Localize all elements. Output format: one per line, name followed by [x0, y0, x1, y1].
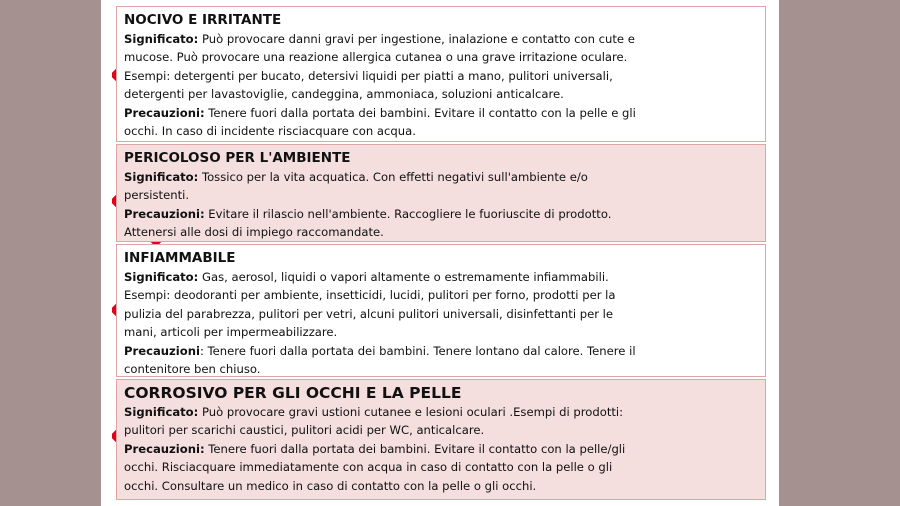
row-line: Significato: Gas, aerosol, liquidi o vapori altamente o estremamente infiammabili. — [124, 270, 609, 284]
row-line: Significato: Può provocare gravi ustioni cutanee e lesioni oculari .Esempi di prodotti: — [124, 405, 624, 419]
row-line: Precauzioni: Evitare il rilascio nell'ambiente. Raccogliere le fuoriuscite di prodotto. — [124, 206, 612, 221]
row-line: contenitore ben chiuso. — [124, 362, 261, 377]
row-line: pulizia del parabrezza, pulitori per vetri, alcuni pulitori universali, disinfettanti per le — [124, 306, 614, 321]
row-line: occhi. Consultare un medico in caso di contatto con la pelle o gli occhi. — [124, 478, 537, 493]
row-title: INFIAMMABILE — [124, 250, 236, 266]
row-title: NOCIVO E IRRITANTE — [124, 12, 282, 28]
row-line: Significato: Tossico per la vita acquatica. Con effetti negativi sull'ambiente e/o — [124, 170, 588, 184]
hazard-row-corrosivo — [116, 379, 766, 500]
row-line: detergenti per lavastoviglie, candeggina, ammoniaca, soluzioni anticalcare. — [124, 87, 564, 102]
hazard-row-infiammabile — [116, 244, 766, 377]
row-line: mucose. Può provocare una reazione allergica cutanea o una grave irritazione oculare. — [124, 50, 628, 65]
row-line: Esempi: deodoranti per ambiente, insetticidi, lucidi, pulitori per forno, prodotti per la — [124, 288, 616, 303]
row-line: mani, articoli per impermeabilizzare. — [124, 325, 338, 340]
row-title: CORROSIVO PER GLI OCCHI E LA PELLE — [124, 384, 462, 402]
row-line: Precauzioni: Tenere fuori dalla portata dei bambini. Evitare il contatto con la pelle e gli — [124, 105, 636, 120]
row-line: persistenti. — [124, 188, 190, 203]
row-line: Precauzioni: Tenere fuori dalla portata dei bambini. Tenere lontano dal calore. Tenere il — [124, 343, 636, 358]
row-line: pulitori per scarichi caustici, pulitori acidi per WC, anticalcare. — [124, 423, 485, 438]
row-line: Significato: Può provocare danni gravi per ingestione, inalazione e contatto con cute e — [124, 32, 635, 46]
row-line: Attenersi alle dosi di impiego raccomandate. — [124, 225, 384, 240]
hazard-row-nocivo — [116, 6, 766, 142]
row-line: Esempi: detergenti per bucato, detersivi liquidi per piatti a mano, pulitori universali, — [124, 68, 613, 83]
row-line: occhi. Risciacquare immediatamente con acqua in caso di contatto con la pelle o gli — [124, 460, 613, 475]
hazard-row-ambiente — [116, 144, 766, 242]
row-title: PERICOLOSO PER L'AMBIENTE — [124, 150, 351, 166]
row-line: occhi. In caso di incidente risciacquare con acqua. — [124, 124, 416, 139]
row-line: Precauzioni: Tenere fuori dalla portata dei bambini. Evitare il contatto con la pelle/gli — [124, 441, 626, 456]
